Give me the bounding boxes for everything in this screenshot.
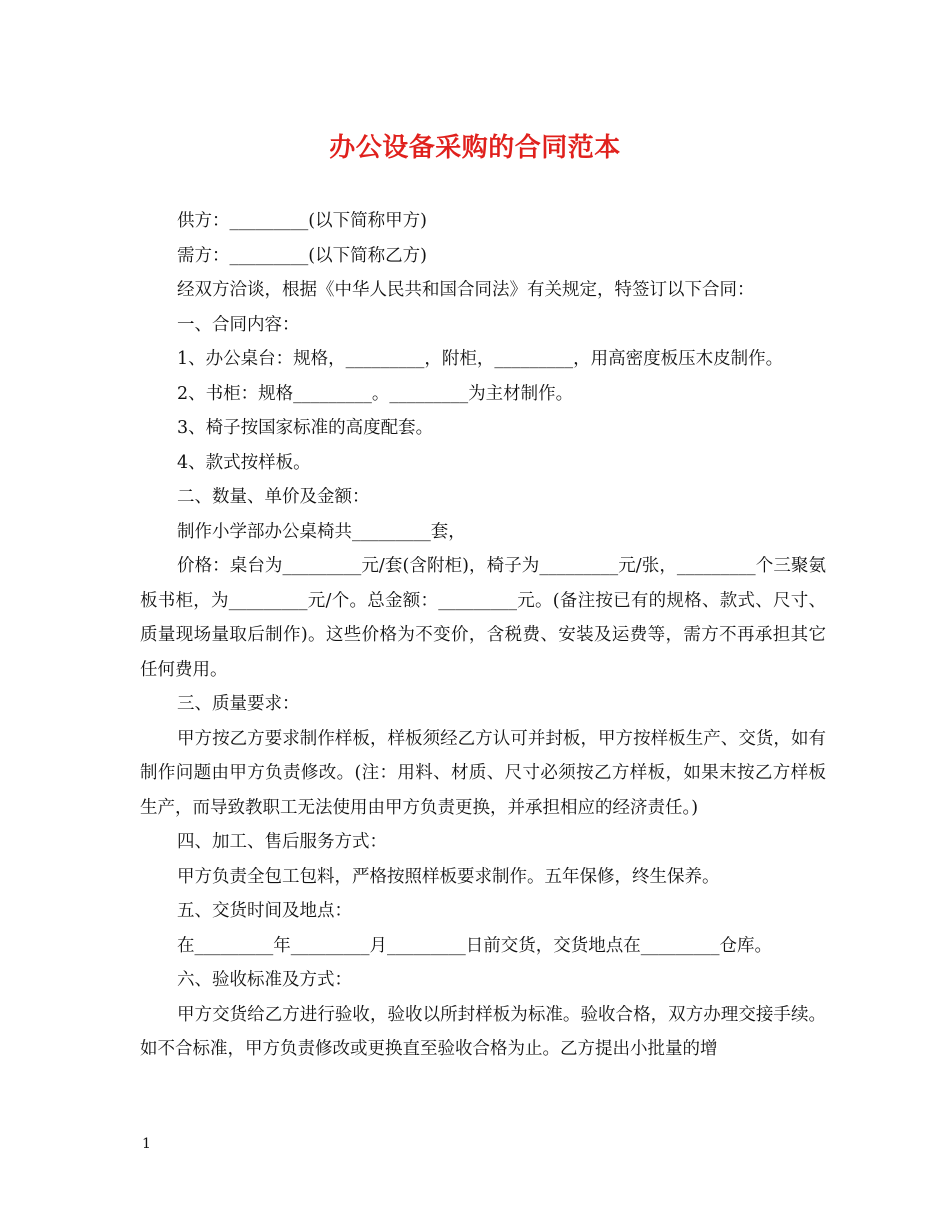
section-heading-contents: 一、合同内容： — [177, 314, 300, 335]
section-heading-delivery: 五、交货时间及地点： — [177, 901, 352, 921]
page-number: 1 — [142, 1136, 151, 1152]
paragraph-item-bookcase: 2、书柜：规格_________。_________为主材制作。 — [177, 383, 574, 404]
paragraph-price: 价格：桌台为_________元/套(含附柜)，椅子为_________元/张，_________个三聚氨板书柜，为_________元/个。总金额：_________元。(备注按已有的规格、款式、尺寸、质量现场量取后制作)。这些价格为不变价，含税费、安装及运费等，需方不再承担其它任何费用。 — [140, 556, 826, 680]
paragraph-quality: 甲方按乙方要求制作样板，样板须经乙方认可并封板，甲方按样板生产、交货，如有制作问题由甲方负责修改。(注：用料、材质、尺寸必须按乙方样板，如果末按乙方样板生产，而导致教职工无法使用由甲方负责更换，并承担相应的经济责任。) — [140, 728, 826, 818]
paragraph-preamble: 经双方洽谈，根据《中华人民共和国合同法》有关规定，特签订以下合同： — [177, 280, 755, 300]
paragraph-item-style: 4、款式按样板。 — [177, 452, 311, 473]
paragraph-acceptance: 甲方交货给乙方进行验收，验收以所封样板为标准。验收合格，双方办理交接手续。如不合标准，甲方负责修改或更换直至验收合格为止。乙方提出小批量的增 — [140, 1004, 826, 1059]
paragraph-item-chair: 3、椅子按国家标准的高度配套。 — [177, 418, 434, 438]
paragraph-item-desk: 1、办公桌台：规格，_________，附柜，_________，用高密度板压木皮制作。 — [177, 349, 784, 369]
paragraph-buyer: 需方：_________(以下简称乙方) — [177, 245, 427, 266]
section-heading-acceptance: 六、验收标准及方式： — [177, 970, 352, 990]
section-heading-quantity: 二、数量、单价及金额： — [177, 487, 370, 507]
document-body — [140, 204, 826, 1067]
section-heading-quality: 三、质量要求： — [177, 694, 300, 714]
section-heading-service: 四、加工、售后服务方式： — [177, 832, 387, 852]
paragraph-quantity: 制作小学部办公桌椅共_________套， — [177, 521, 466, 542]
paragraph-service: 甲方负责全包工包料，严格按照样板要求制作。五年保修，终生保养。 — [177, 866, 720, 887]
paragraph-supplier: 供方：_________(以下简称甲方) — [177, 211, 427, 231]
paragraph-delivery: 在_________年_________月_________日前交货，交货地点在_________仓库。 — [177, 935, 772, 956]
document-title: 办公设备采购的合同范本 — [329, 133, 621, 163]
